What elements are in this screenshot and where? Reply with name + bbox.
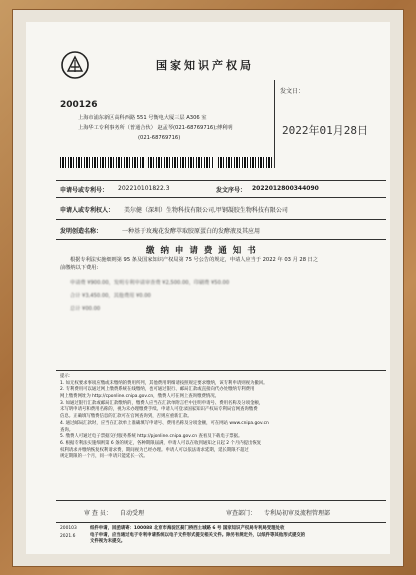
- note-line: 4. 通过邮局汇款时，应当在汇款单上准确填写申请号、费用名称及分项金额，可在网站 www.cnipa.gov.cn: [60, 420, 269, 426]
- barcode-3: [218, 157, 272, 168]
- notice-title: 缴 纳 申 请 费 通 知 书: [146, 246, 258, 256]
- form-code-1: 200103: [60, 526, 77, 531]
- table-rule-2: [56, 219, 386, 220]
- note-line: 1. 如无权要求事项应缴或未缴纳的费用所列，其他费用明细请按照规定要求缴纳，该专利申请则视为撤回。: [60, 380, 268, 386]
- note-line: 5. 缴费人可通过电子票据交付服务系统 http://pjonline.cnipa.gov.cn 查看及下载电子票据。: [60, 434, 243, 440]
- note-line: 权利请求并缴纳恢复权利请求费，期间视为已经办理。申请人可以依法请求延期，延长期限不超过: [60, 447, 249, 453]
- address-line-2: 上海华工专利事务所（普通合伙） 赵孟琴(021-68769716);傅利明: [78, 125, 233, 131]
- note-line: 未写明申请号和费用名称的，视为未办理缴费手续。申请人可登录国家知识产权局专利局官网查询缴费: [60, 407, 258, 413]
- notice-body-line-2: 前缴纳以下费用:: [60, 265, 99, 271]
- applicant-label: 申请人或专利权人：: [60, 207, 115, 214]
- send-date-label: 发文日：: [280, 88, 305, 95]
- note-line: 网上缴费网址为 http://cponline.cnipa.gov.cn，缴费人可在网上查询缴费情况。: [60, 394, 220, 400]
- reviewer-label: 审 查 员：: [84, 510, 112, 517]
- serial-number: 2022012800344090: [252, 185, 319, 192]
- reviewer: 自动受理: [120, 510, 145, 517]
- address-line-1: 上海市浦东新区高科西路 551 号衡电大厦三层 A306 室: [78, 115, 207, 121]
- footer-rule-bottom: [56, 522, 386, 523]
- fee-line-1: 申请费 ¥900.00，发明专利申请审查费 ¥2,500.00，印刷费 ¥50.00: [70, 280, 230, 286]
- department: 专利局初审及流程管理部: [264, 510, 331, 517]
- table-rule-top: [56, 180, 386, 181]
- note-line: 信息。正确填写缴费信息的汇款可在官网查询到，否则应重新汇款。: [60, 414, 192, 420]
- applicant: 美尔健（深圳）生物科技有限公司,甲钢凝胶生物科技有限公司: [124, 207, 288, 214]
- notes-section: [60, 374, 384, 461]
- note-line: 2. 专利费用可以通过网上缴费系统在线缴纳，也可通过银行、邮局汇款或直接向代办处缴纳专利费用: [60, 387, 255, 393]
- date-box-divider: [274, 80, 275, 168]
- agency-title: 国家知识产权局: [156, 59, 254, 72]
- mail-instructions: [90, 526, 386, 546]
- application-number-label: 申请号或专利号：: [60, 187, 109, 194]
- department-label: 审查部门：: [226, 510, 257, 517]
- form-code-2: 2021.6: [60, 534, 76, 539]
- notes-rule-top: [56, 370, 386, 371]
- note-line: 规定期限的一个月，同一申请只能延长一次。: [60, 454, 148, 460]
- serial-number-label: 发文序号：: [216, 187, 247, 194]
- table-rule-3: [56, 239, 386, 240]
- cnipa-logo-icon: [60, 50, 90, 80]
- fee-line-3: 总计 ¥00.00: [70, 306, 101, 312]
- postal-code: 200126: [60, 100, 98, 110]
- mail-line: 文件视为未提交。: [90, 539, 126, 545]
- mail-line: 纸件申请，回函请寄：100088 北京市海淀区蓟门桥西土城路 6 号 国家知识产权局专利局受理处收: [90, 526, 285, 531]
- barcode-2: [148, 157, 214, 168]
- table-rule-1: [56, 197, 386, 198]
- notes-heading: 提示：: [60, 374, 74, 379]
- note-line: 6. 根据专利法实施细则第 6 条的规定，各种期限届满，申请人可以在收到通知之日起 2 个月内提出恢复: [60, 440, 262, 446]
- send-date: 2022年01月28日: [282, 124, 368, 137]
- fee-line-2: 合计 ¥3,450.00，其他费用 ¥0.00: [70, 293, 151, 299]
- mail-line: 电子申请，应当通过电子专利申请系统以电子文件形式提交相关文件。除另有规定外，以纸件等其他形式提交的: [90, 532, 306, 538]
- note-line: 3. 如通过银行汇款或邮局汇款缴纳的，缴费人应当在汇款单附言栏中注明申请号、费用名称及分项金额，: [60, 400, 264, 406]
- barcode-1: [60, 157, 144, 168]
- address-line-3: (021-68769716): [138, 135, 181, 141]
- note-line: 查询。: [60, 427, 74, 433]
- application-number: 202210101822.3: [118, 185, 170, 192]
- notice-body-line-1: 根据专利法实施细则第 95 条及国家知识产权局第 75 号公告的规定，申请人应当于 2022 年 03 月 28 日之: [70, 257, 319, 263]
- invention-title-label: 发明创造名称：: [60, 228, 103, 235]
- invention-title: 一种基于玫瑰花发酵萃取胶原蛋白的发酵液及其应用: [122, 228, 261, 235]
- footer-rule-top: [56, 500, 386, 501]
- notice-document: [26, 22, 390, 554]
